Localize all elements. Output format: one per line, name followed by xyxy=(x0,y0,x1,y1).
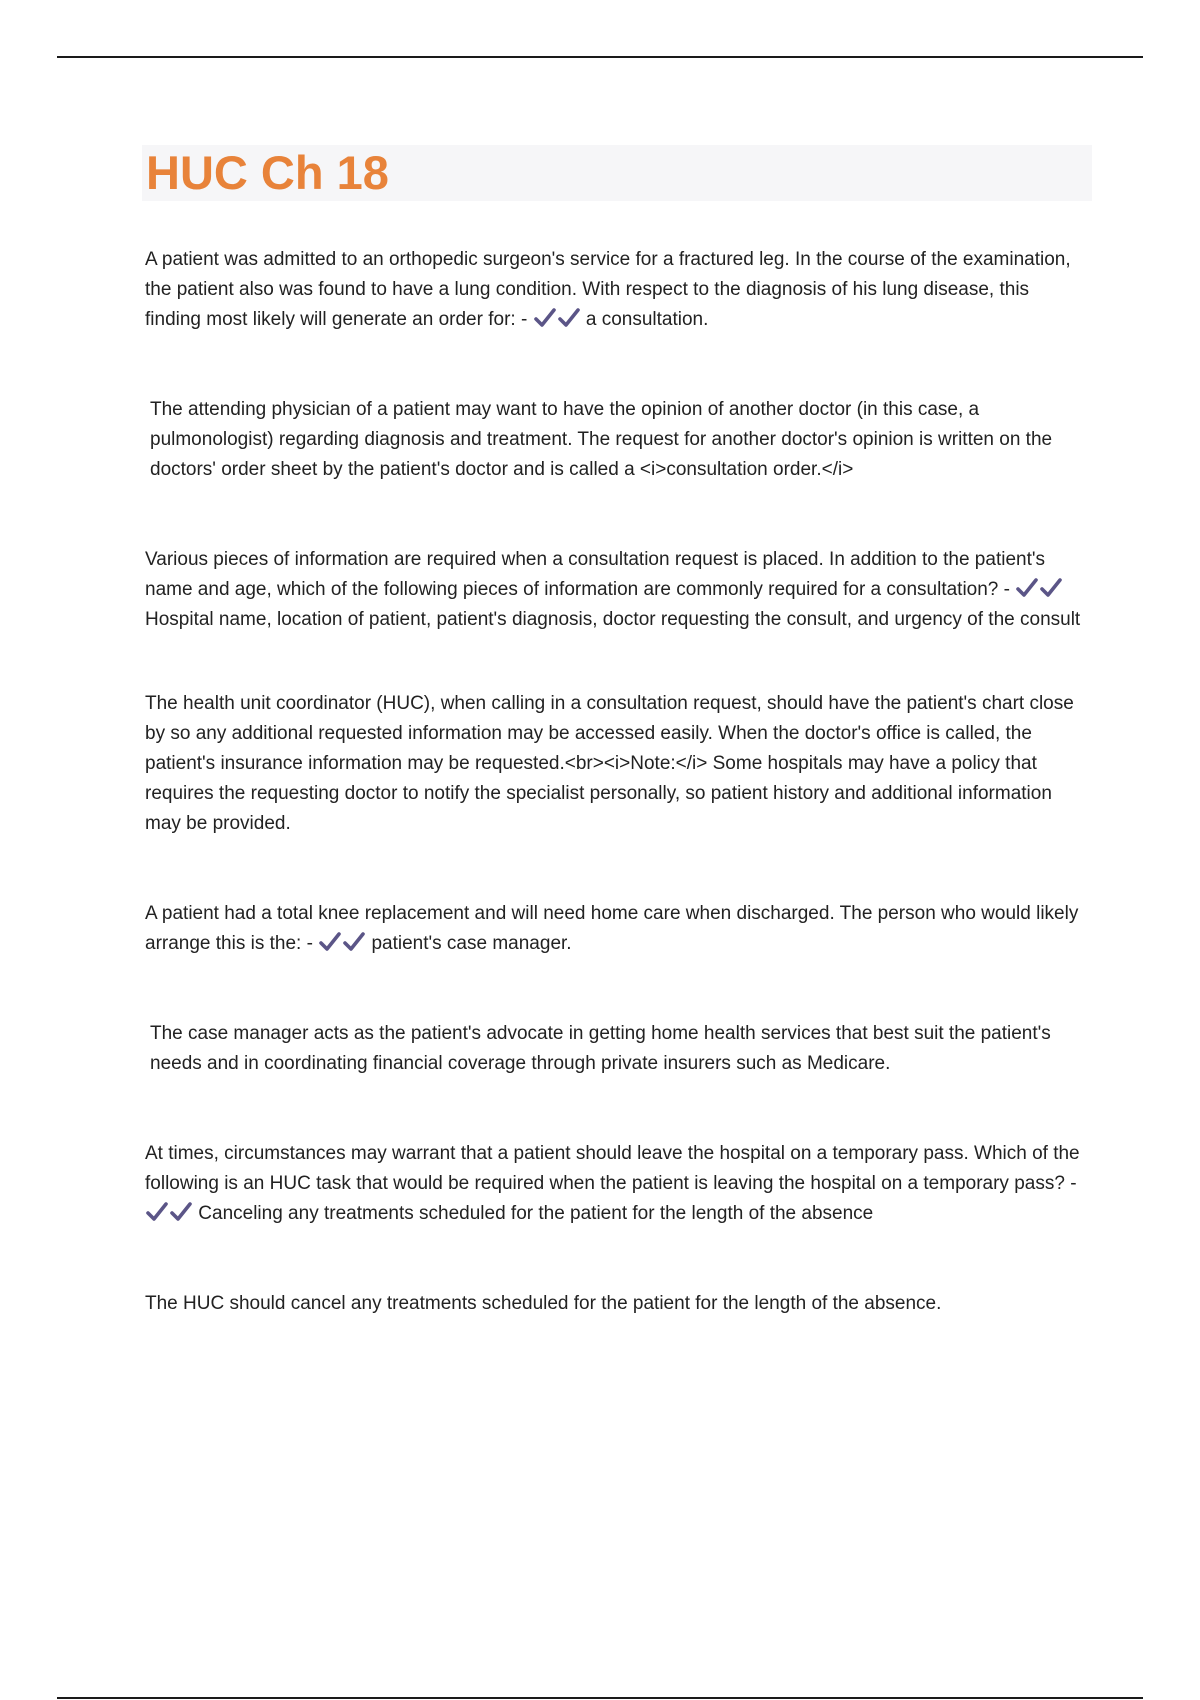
question-3 xyxy=(145,899,1085,959)
question-4 xyxy=(145,1139,1085,1229)
separator: - xyxy=(301,933,319,954)
checkmark-icon xyxy=(343,932,365,952)
answer-4-text: Canceling any treatments scheduled for the patient for the length of the absence xyxy=(198,1203,874,1224)
checkmark-icon xyxy=(1016,578,1038,598)
separator: - xyxy=(998,579,1016,600)
answer-1-text: a consultation. xyxy=(585,309,709,330)
checkmark-icon xyxy=(146,1202,168,1222)
top-rule xyxy=(57,56,1143,58)
explanation-3: The case manager acts as the patient's advocate in getting home health services that best suit the patient's needs and in coordinating financial coverage through private insurers such as Medicare. xyxy=(150,1023,1051,1074)
checkmark-icon xyxy=(534,308,556,328)
page-title: HUC Ch 18 xyxy=(146,146,389,199)
checkmark-icon xyxy=(558,308,580,328)
question-1 xyxy=(145,245,1085,335)
question-1-text: A patient was admitted to an orthopedic surgeon's service for a fractured leg. In the course of the examination, the patient also was found to have a lung condition. With respect to the diagnosis of his lung disease, this finding most likely will generate an order for: xyxy=(145,249,1071,330)
separator: - xyxy=(515,309,533,330)
separator: - xyxy=(1064,1173,1077,1194)
question-2-text: Various pieces of information are required when a consultation request is placed. In addition to the patient's name and age, which of the following pieces of information are commonly required for a consultation? xyxy=(145,549,1045,600)
bottom-rule xyxy=(57,1697,1143,1699)
checkmark-icon xyxy=(170,1202,192,1222)
document-body xyxy=(145,245,1085,1319)
explanation-1: The attending physician of a patient may want to have the opinion of another doctor (in this case, a pulmonologist) regarding diagnosis and treatment. The request for another doctor's opinion is written on the doctors' order sheet by the patient's doctor and is called a <i>consultation order.</i> xyxy=(150,399,1053,480)
question-2 xyxy=(145,545,1085,635)
checkmark-icon xyxy=(319,932,341,952)
question-4-text: At times, circumstances may warrant that a patient should leave the hospital on a temporary pass. Which of the following is an HUC task that would be required when the patient is leaving the hospital on a temporary pass? xyxy=(145,1143,1080,1194)
question-3-text: A patient had a total knee replacement and will need home care when discharged. The person who would likely arrange this is the: xyxy=(145,903,1079,954)
checkmark-icon xyxy=(1040,578,1062,598)
answer-2-text: Hospital name, location of patient, patient's diagnosis, doctor requesting the consult, and urgency of the consult xyxy=(145,609,1081,630)
answer-3-text: patient's case manager. xyxy=(371,933,572,954)
explanation-2: The health unit coordinator (HUC), when calling in a consultation request, should have the patient's chart close by so any additional requested information may be accessed easily. When the doctor's office is called, the patient's insurance information may be requested.<br><i>Note:</i> Some hospitals may have a policy that requires the requesting doctor to notify the specialist personally, so patient history and additional information may be provided. xyxy=(145,693,1074,834)
explanation-4: The HUC should cancel any treatments scheduled for the patient for the length of the absence. xyxy=(145,1293,942,1314)
